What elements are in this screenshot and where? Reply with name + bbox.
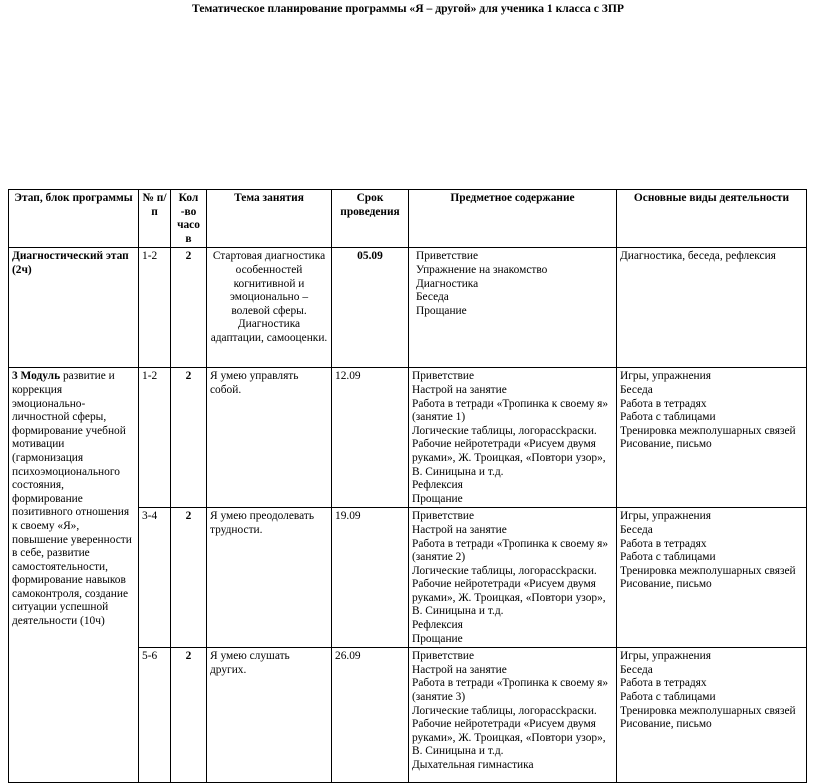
hours-cell: 2 <box>171 508 207 648</box>
content-line: Рефлексия <box>412 619 463 632</box>
header-hours: Кол -во часо в <box>171 190 207 248</box>
activity-line: Работа в тетрадях <box>620 537 707 550</box>
stage-cell: Диагностический этап (2ч) <box>9 248 139 368</box>
header-activities: Основные виды деятельности <box>617 190 807 248</box>
content-cell <box>409 368 617 508</box>
header-topic: Тема занятия <box>207 190 332 248</box>
activities-cell <box>617 648 807 783</box>
activity-line: Беседа <box>620 523 653 536</box>
content-line: Прощание <box>412 492 463 505</box>
activities-cell <box>617 368 807 508</box>
num-cell: 5-6 <box>139 648 171 783</box>
content-line: Диагностика <box>416 277 479 290</box>
content-line: Приветствие <box>416 250 479 263</box>
content-line: Работа в тетради «Тропинка к своему я» (занятие 3) <box>412 677 609 704</box>
plan-table <box>8 189 807 783</box>
activity-line: Беседа <box>620 383 653 396</box>
table-header-row <box>9 190 807 248</box>
activity-line: Тренировка межполушарных связей <box>620 704 796 717</box>
content-line: Приветствие <box>412 650 475 663</box>
activity-line: Работа с таблицами <box>620 411 716 424</box>
content-line: Рабочие нейротетради «Рисуем двумя руками», Ж. Троицкая, «Повтори узор», В. Синицына и т.д. <box>412 438 606 478</box>
activities-cell <box>617 508 807 648</box>
date-cell: 19.09 <box>332 508 409 648</box>
module-description: развитие и коррекция эмоционально-личностной сферы, формирование учебной мотивации (гармонизация психоэмоционального состояния, формирование позитивного отношения к своему «Я», повышение уверенности в себе, развитие самостоятельности, формирование навыков самоконтроля, создание ситуации успешной деятельности (10ч) <box>12 370 132 628</box>
activity-line: Игры, упражнения <box>620 510 711 523</box>
activities-cell: Диагностика, беседа, рефлексия <box>617 248 807 368</box>
content-line: Рефлексия <box>412 479 463 492</box>
content-line: Работа в тетради «Тропинка к своему я» (занятие 1) <box>412 397 609 424</box>
content-cell <box>409 648 617 783</box>
module-stage-cell <box>9 368 139 783</box>
hours-cell: 2 <box>171 248 207 368</box>
content-line: Прощание <box>416 304 467 317</box>
topic-cell: Я умею управлять собой. <box>207 368 332 508</box>
hours-cell: 2 <box>171 648 207 783</box>
header-num: № п/п <box>139 190 171 248</box>
content-line: Рабочие нейротетради «Рисуем двумя руками», Ж. Троицкая, «Повтори узор», В. Синицына и т.д. <box>412 718 606 758</box>
table-row-module-1 <box>9 368 807 508</box>
topic-cell: Я умею слушать других. <box>207 648 332 783</box>
content-line: Беседа <box>416 291 449 304</box>
activity-line: Работа с таблицами <box>620 551 716 564</box>
activity-line: Работа в тетрадях <box>620 677 707 690</box>
document-title: Тематическое планирование программы «Я – другой» для ученика 1 класса с ЗПР <box>192 2 624 15</box>
content-line: Настрой на занятие <box>412 383 507 396</box>
content-line: Прощание <box>412 632 463 645</box>
activity-line: Рисование, письмо <box>620 438 712 451</box>
module-title: 3 Модуль <box>12 370 61 383</box>
activity-line: Тренировка межполушарных связей <box>620 424 796 437</box>
table-row-diagnostic <box>9 248 807 368</box>
date-cell: 05.09 <box>332 248 409 368</box>
activity-line: Работа в тетрадях <box>620 397 707 410</box>
content-line: Логические таблицы, логорассkраски. <box>412 564 597 577</box>
content-cell <box>409 508 617 648</box>
content-line: Логические таблицы, логорассkраски. <box>412 704 597 717</box>
content-line: Дыхательная гимнастика <box>412 759 534 771</box>
content-line: Настрой на занятие <box>412 663 507 676</box>
activity-line: Тренировка межполушарных связей <box>620 564 796 577</box>
date-cell: 12.09 <box>332 368 409 508</box>
topic-cell: Стартовая диагностика особенностей когнитивной и эмоционально – волевой сферы. Диагностика адаптации, самооценки. <box>207 248 332 368</box>
content-line: Упражнение на знакомство <box>416 263 548 276</box>
num-cell: 1-2 <box>139 368 171 508</box>
activity-line: Игры, упражнения <box>620 650 711 663</box>
activity-line: Рисование, письмо <box>620 578 712 591</box>
content-line: Приветствие <box>412 370 475 383</box>
hours-cell: 2 <box>171 368 207 508</box>
header-stage: Этап, блок программы <box>9 190 139 248</box>
content-line: Настрой на занятие <box>412 523 507 536</box>
num-cell: 1-2 <box>139 248 171 368</box>
num-cell: 3-4 <box>139 508 171 648</box>
date-cell: 26.09 <box>332 648 409 783</box>
activity-line: Игры, упражнения <box>620 370 711 383</box>
header-content: Предметное содержание <box>409 190 617 248</box>
activity-line: Беседа <box>620 663 653 676</box>
content-line: Логические таблицы, логорассkраски. <box>412 424 597 437</box>
content-cell <box>409 248 617 368</box>
content-line: Приветствие <box>412 510 475 523</box>
activity-line: Работа с таблицами <box>620 691 716 704</box>
content-line: Рабочие нейротетради «Рисуем двумя руками», Ж. Троицкая, «Повтори узор», В. Синицына и т.д. <box>412 578 606 618</box>
topic-cell: Я умею преодолевать трудности. <box>207 508 332 648</box>
content-line: Работа в тетради «Тропинка к своему я» (занятие 2) <box>412 537 609 564</box>
header-date: Срок проведения <box>332 190 409 248</box>
activity-line: Рисование, письмо <box>620 718 712 731</box>
